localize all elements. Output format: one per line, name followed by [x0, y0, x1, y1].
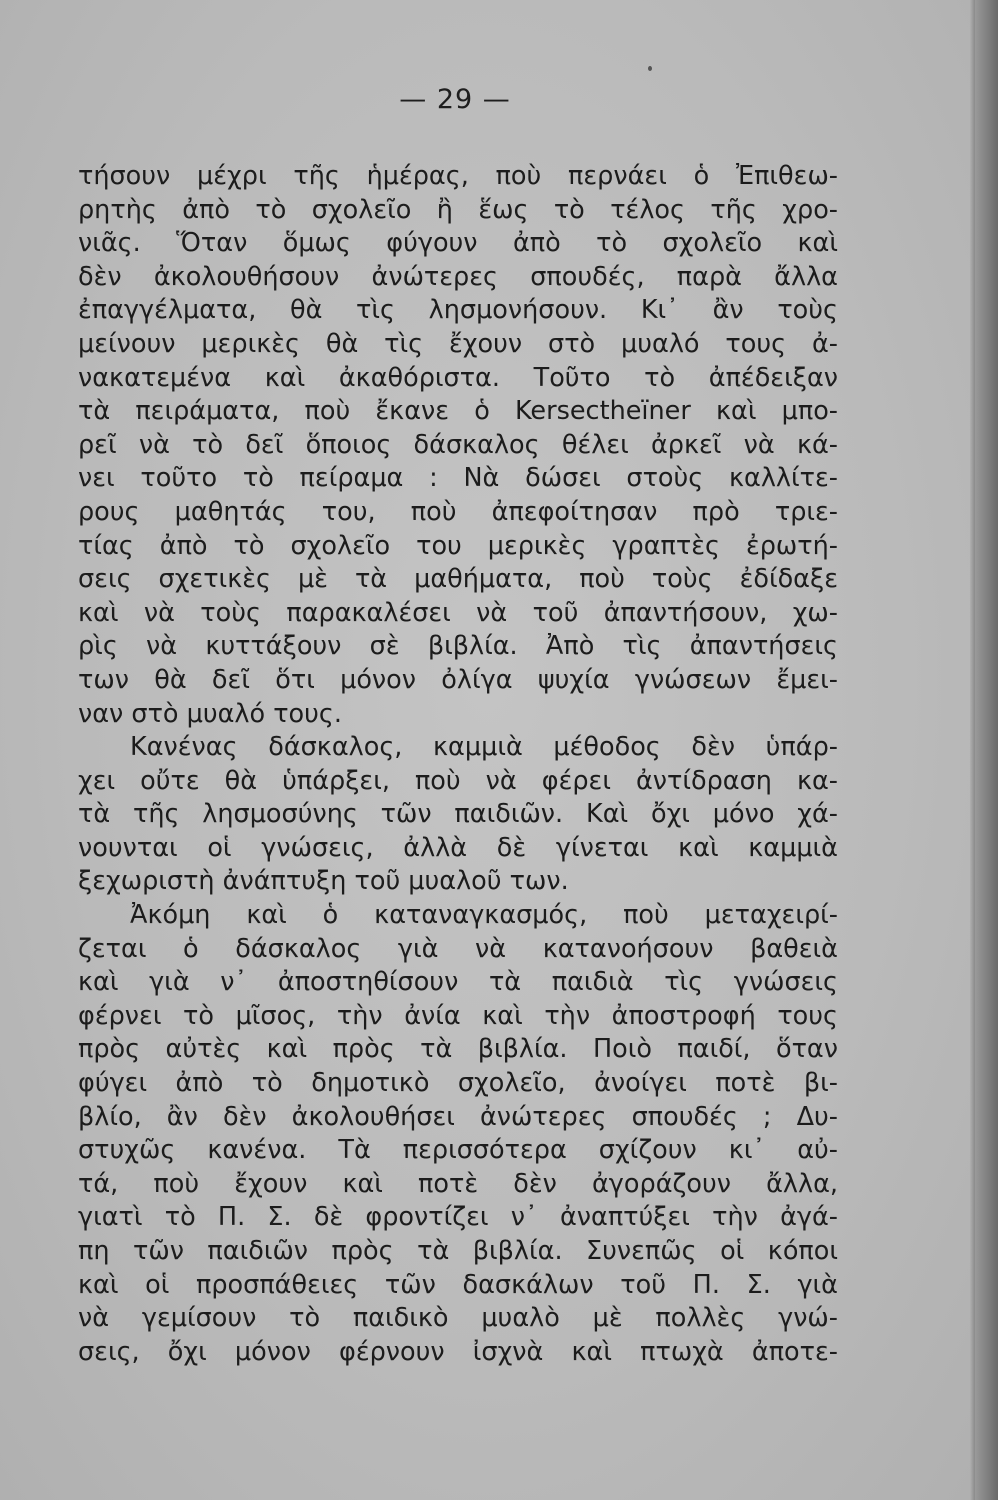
text-line: τίας ἀπὸ τὸ σχολεῖο του μερικὲς γραπτὲς ἐρωτή- [78, 530, 838, 561]
text-line: ρεῖ νὰ τὸ δεῖ ὅποιος δάσκαλος θέλει ἀρκεῖ νὰ κά- [78, 429, 838, 460]
text-line: σεις σχετικὲς μὲ τὰ μαθήματα, ποὺ τοὺς ἐδίδαξε [78, 564, 838, 595]
text-line: μείνουν μερικὲς θὰ τὶς ἔχουν στὸ μυαλό τους ἀ- [78, 328, 838, 359]
text-line: ναν στὸ μυαλό τους. [78, 698, 342, 729]
text-line: νὰ γεμίσουν τὸ παιδικὸ μυαλὸ μὲ πολλὲς γνώ- [78, 1303, 838, 1334]
text-line: των θὰ δεῖ ὅτι μόνον ὀλίγα ψυχία γνώσεων ἔμει- [78, 664, 838, 695]
text-line: νακατεμένα καὶ ἀκαθόριστα. Τοῦτο τὸ ἀπέδειξαν [78, 362, 838, 393]
text-line: καὶ γιὰ ν᾽ ἀποστηθίσουν τὰ παιδιὰ τὶς γνώσεις [78, 967, 838, 998]
text-line: τά, ποὺ ἔχουν καὶ ποτὲ δὲν ἀγοράζουν ἄλλα, [78, 1168, 838, 1199]
text-line: ρὶς νὰ κυττάξουν σὲ βιβλία. Ἀπὸ τὶς ἀπαντήσεις [78, 631, 838, 662]
text-line: νιᾶς. Ὅταν ὅμως φύγουν ἀπὸ τὸ σχολεῖο καὶ [78, 228, 838, 259]
body-text [78, 160, 838, 1369]
ink-speck [648, 66, 652, 71]
text-line: δὲν ἀκολουθήσουν ἀνώτερες σπουδές, παρὰ ἄλλα [78, 261, 838, 292]
text-line: νουνται οἱ γνώσεις, ἀλλὰ δὲ γίνεται καὶ καμμιὰ [78, 832, 838, 863]
text-line: τὰ τῆς λησμοσύνης τῶν παιδιῶν. Καὶ ὄχι μόνο χά- [78, 799, 838, 830]
text-line: τήσουν μέχρι τῆς ἡμέρας, ποὺ περνάει ὁ Ἐπιθεω- [78, 161, 838, 191]
text-line: Ἀκόμη καὶ ὁ καταναγκασμός, ποὺ μεταχειρί- [130, 900, 838, 931]
text-line: γιατὶ τὸ Π. Σ. δὲ φροντίζει ν᾽ ἀναπτύξει τὴν ἀγά- [78, 1202, 838, 1233]
text-line: καὶ οἱ προσπάθειες τῶν δασκάλων τοῦ Π. Σ. γιὰ [78, 1269, 838, 1300]
text-line: ρητὴς ἀπὸ τὸ σχολεῖο ἢ ἕως τὸ τέλος τῆς χρο- [78, 194, 838, 225]
text-line: ἐπαγγέλματα, θὰ τὶς λησμονήσουν. Κι᾽ ἂν τοὺς [78, 295, 838, 326]
page-number: — 29 — [399, 84, 511, 115]
text-line: πη τῶν παιδιῶν πρὸς τὰ βιβλία. Συνεπῶς οἱ κόποι [78, 1236, 838, 1266]
text-line: καὶ νὰ τοὺς παρακαλέσει νὰ τοῦ ἀπαντήσουν, χω- [78, 597, 838, 628]
text-line: σεις, ὄχι μόνον φέρνουν ἰσχνὰ καὶ πτωχὰ ἀποτε- [78, 1336, 838, 1367]
text-line: ζεται ὁ δάσκαλος γιὰ νὰ κατανοήσουν βαθειὰ [78, 933, 838, 964]
text-line: τὰ πειράματα, ποὺ ἔκανε ὁ Kersectheïner καὶ μπο- [78, 396, 838, 427]
text-line: ρους μαθητάς του, ποὺ ἀπεφοίτησαν πρὸ τριε- [78, 496, 838, 527]
book-spine [975, 0, 998, 1500]
text-line: χει οὔτε θὰ ὑπάρξει, ποὺ νὰ φέρει ἀντίδραση κα- [78, 765, 838, 796]
text-line: πρὸς αὐτὲς καὶ πρὸς τὰ βιβλία. Ποιὸ παιδί, ὅταν [78, 1034, 838, 1065]
text-line: φέρνει τὸ μῖσος, τὴν ἀνία καὶ τὴν ἀποστροφή τους [78, 1000, 838, 1031]
text-line: βλίο, ἂν δὲν ἀκολουθήσει ἀνώτερες σπουδές ; Δυ- [78, 1101, 838, 1132]
text-line: Κανένας δάσκαλος, καμμιὰ μέθοδος δὲν ὑπάρ- [130, 732, 838, 763]
text-line: φύγει ἀπὸ τὸ δημοτικὸ σχολεῖο, ἀνοίγει ποτὲ βι- [78, 1068, 838, 1099]
text-line: ξεχωριστὴ ἀνάπτυξη τοῦ μυαλοῦ των. [78, 866, 569, 897]
text-line: στυχῶς κανένα. Τὰ περισσότερα σχίζουν κι᾽ αὐ- [78, 1135, 838, 1166]
text-line: νει τοῦτο τὸ πείραμα : Νὰ δώσει στοὺς καλλίτε- [78, 463, 838, 494]
